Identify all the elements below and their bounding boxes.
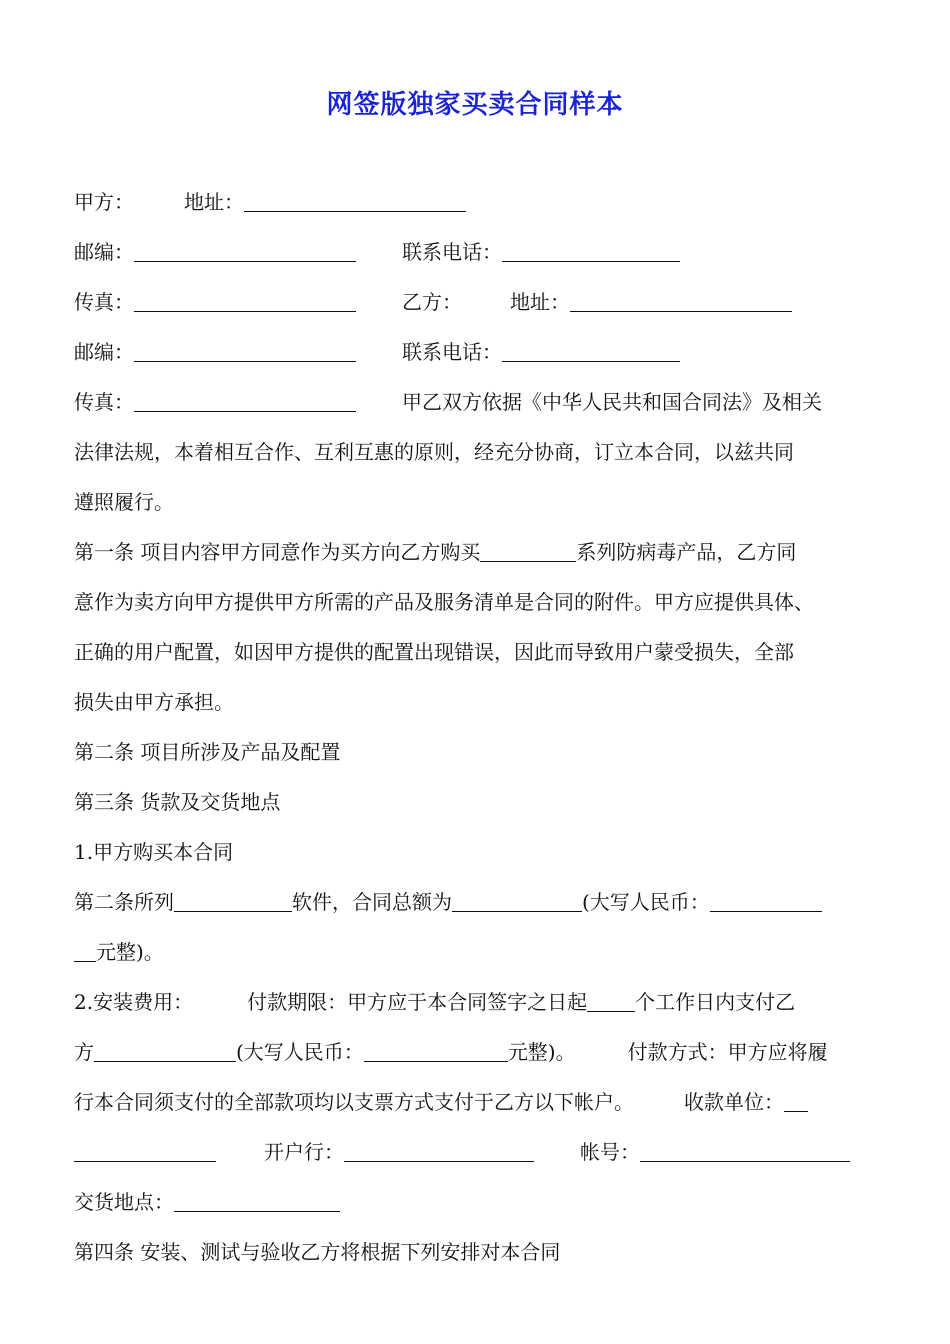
- party-a-phone-blank: [502, 241, 680, 262]
- payment-term-text: 付款期限：甲方应于本合同签字之日起: [247, 990, 588, 1014]
- party-b-postcode-label: 邮编：: [74, 340, 134, 364]
- party-b-postcode-blank: [134, 341, 356, 362]
- total-amount-line: [74, 888, 884, 916]
- payee-blank-cont: [74, 1141, 216, 1162]
- delivery-location-label: 交货地点：: [74, 1190, 174, 1214]
- payment-method-text-cont: 行本合同须支付的全部款项均以支票方式支付于乙方以下帐户。: [74, 1090, 634, 1114]
- total-amount-line-2: [74, 938, 884, 966]
- bank-account-line: [74, 1138, 884, 1166]
- party-b-address-blank: [570, 291, 792, 312]
- article-1-text-cont: 系列防病毒产品，乙方同: [576, 540, 797, 564]
- party-a-postcode-label: 邮编：: [74, 240, 134, 264]
- payment-method-line: [74, 1088, 884, 1116]
- article-1-line-4: 损失由甲方承担。: [74, 690, 234, 714]
- total-amount-uppercase-blank-cont: [74, 941, 96, 962]
- party-a-postcode-line: [74, 238, 884, 266]
- software-blank: [174, 891, 292, 912]
- preamble-line-2: 法律法规，本着相互合作、互利互惠的原则，经充分协商，订立本合同，以兹共同: [74, 440, 794, 464]
- payment-party-text: 方: [74, 1040, 94, 1064]
- preamble-line-3: 遵照履行。: [74, 490, 174, 514]
- installation-fee-line: [74, 988, 884, 1016]
- payment-amount-blank: [94, 1041, 236, 1062]
- total-amount-text-1: 第二条所列: [74, 890, 174, 914]
- article-1-text: 第一条 项目内容甲方同意作为买方向乙方购买: [74, 540, 481, 564]
- article-1-line-3: 正确的用户配置，如因甲方提供的配置出现错误，因此而导致用户蒙受损失，全部: [74, 640, 794, 664]
- party-b-phone-label: 联系电话：: [402, 340, 502, 364]
- article-4-heading: 第四条 安装、测试与验收乙方将根据下列安排对本合同: [74, 1240, 561, 1264]
- party-a-fax-label: 传真：: [74, 290, 134, 314]
- article-1-line-2: 意作为卖方向甲方提供甲方所需的产品及服务清单是合同的附件。甲方应提供具体、: [74, 590, 814, 614]
- total-amount-text-3: (大写人民币：: [582, 890, 710, 914]
- party-b-label: 乙方：: [402, 290, 462, 314]
- party-b-fax-line: [74, 388, 884, 416]
- working-days-blank: [587, 991, 635, 1012]
- payment-uppercase-text: (大写人民币：: [236, 1040, 364, 1064]
- party-b-phone-blank: [502, 341, 680, 362]
- delivery-location-blank: [174, 1191, 340, 1212]
- party-a-line: [74, 188, 884, 216]
- delivery-location-line: [74, 1188, 884, 1216]
- payment-amount-line: [74, 1038, 884, 1066]
- account-number-blank: [640, 1141, 850, 1162]
- party-a-fax-blank: [134, 291, 356, 312]
- payee-blank: [784, 1091, 808, 1112]
- payment-amount-end: 元整)。: [507, 1040, 576, 1064]
- party-a-address-blank: [244, 191, 466, 212]
- party-b-fax-label: 传真：: [74, 390, 134, 414]
- bank-blank: [344, 1141, 534, 1162]
- total-amount-text-2: 软件，合同总额为: [292, 890, 452, 914]
- party-b-address-label: 地址：: [510, 290, 570, 314]
- total-amount-uppercase-blank: [710, 891, 822, 912]
- payee-label: 收款单位：: [684, 1090, 784, 1114]
- article-1-line-1: [74, 538, 884, 566]
- installation-fee-label: 2.安装费用：: [74, 990, 194, 1014]
- party-a-address-label: 地址：: [184, 190, 244, 214]
- party-a-phone-label: 联系电话：: [402, 240, 502, 264]
- party-b-postcode-line: [74, 338, 884, 366]
- payment-term-text-cont: 个工作日内支付乙: [635, 990, 796, 1014]
- payment-method-text: 付款方式：甲方应将履: [627, 1040, 828, 1064]
- party-a-postcode-blank: [134, 241, 356, 262]
- total-amount-blank: [452, 891, 582, 912]
- article-3-item-1: 1.甲方购买本合同: [74, 840, 234, 864]
- preamble-text: 甲乙双方依据《中华人民共和国合同法》及相关: [402, 390, 822, 414]
- total-amount-text-4: 元整)。: [96, 940, 164, 964]
- party-a-label: 甲方：: [74, 190, 134, 214]
- party-b-fax-blank: [134, 391, 356, 412]
- party-a-fax-line: [74, 288, 884, 316]
- article-2-heading: 第二条 项目所涉及产品及配置: [74, 740, 341, 764]
- account-number-label: 帐号：: [580, 1140, 640, 1164]
- article-3-heading: 第三条 货款及交货地点: [74, 790, 281, 814]
- document-title: 网签版独家买卖合同样本: [326, 90, 624, 120]
- bank-label: 开户行：: [264, 1140, 344, 1164]
- product-series-blank: [480, 541, 576, 562]
- payment-uppercase-blank: [364, 1041, 508, 1062]
